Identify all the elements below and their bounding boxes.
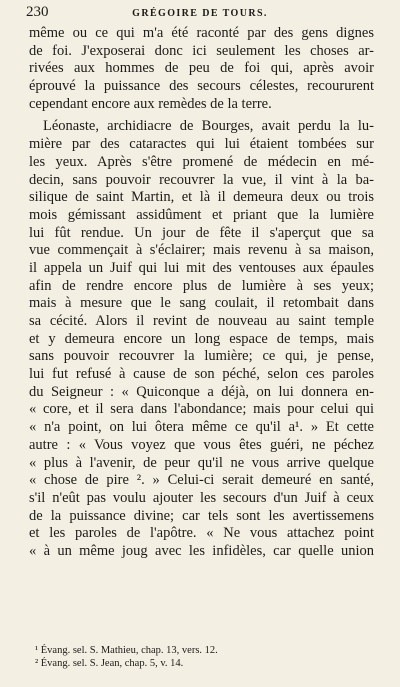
text-line: sa cécité. Alors il revint de nouveau au saint temple	[29, 313, 374, 329]
text-line: mois gémissant assidûment et priant que la lumière	[29, 206, 374, 223]
text-line: sans pouvoir recouvrer la lumière; ce qui, je pense,	[29, 348, 374, 365]
text-line: même ou ce qui m'a été raconté par des gens dignes	[29, 25, 374, 41]
text-line: il appela un Juif qui lui mit des ventouses aux épaules	[29, 259, 374, 276]
text-line: éprouvé la puissance des secours célestes, recoururent	[29, 78, 374, 95]
text-line: et les paroles de l'apôtre. « Ne vous attachez point	[29, 525, 374, 542]
text-line: les yeux. Après s'être promené de médecin en mé-	[29, 153, 374, 170]
text-line: « chose de pire ². » Celui-ci serait demeuré en santé,	[29, 472, 374, 489]
text-line: du Seigneur : « Quiconque a déjà, on lui donnera en-	[29, 383, 374, 400]
text-line: autre : « Vous voyez que vous êtes guéri, ne péchez	[29, 436, 374, 453]
text-line: mais à mesure que le sang coulait, il retombait dans	[29, 295, 374, 312]
text-line: Léonaste, archidiacre de Bourges, avait perdu la lu-	[43, 118, 374, 135]
text-line: s'il n'eût pas voulu ajouter les secours d'un Juif à ceux	[29, 489, 374, 506]
text-line: « plus à l'avenir, de peur qu'il ne vous arrive quelque	[29, 454, 374, 471]
text-line: cependant encore aux remèdes de la terre.	[29, 95, 272, 112]
text-line: lui fût rendue. Un jour de fête il s'aperçut que sa	[29, 224, 374, 241]
text-line: mière par des cataractes qui lui étaient tombées sur	[29, 136, 374, 153]
paragraph-1	[29, 25, 374, 113]
page-number: 230	[26, 4, 49, 20]
text-line: « n'a point, on lui ôtera même ce qu'il a¹. » Et cette	[29, 419, 374, 436]
running-title: GRÉGOIRE DE TOURS.	[132, 8, 268, 19]
text-line: decin, sans pouvoir recouvrer la vue, il vint à la ba-	[29, 171, 374, 188]
paragraph-2	[29, 118, 374, 560]
text-line: de la puissance divine; car tels sont les avertissemens	[29, 507, 374, 524]
text-line: de foi. J'exposerai donc ici seulement les choses ar-	[29, 42, 374, 59]
text-line: rivées aux hommes de peu de foi qui, après avoir	[29, 60, 374, 77]
running-head	[26, 4, 374, 22]
text-line: silique de saint Martin, et là il demeura deux ou trois	[29, 189, 374, 206]
footnote: ² Évang. sel. S. Jean, chap. 5, v. 14.	[35, 658, 184, 669]
footnotes	[35, 644, 375, 670]
body-text	[29, 25, 374, 561]
text-line: « core, et il sera dans l'abondance; mais pour celui qui	[29, 401, 374, 418]
footnote: ¹ Évang. sel. S. Mathieu, chap. 13, vers. 12.	[35, 645, 218, 656]
text-line: vue commençait à s'éclairer; mais revenu à sa maison,	[29, 242, 374, 259]
text-line: et y demeura encore un long espace de temps, mais	[29, 330, 374, 347]
text-line: lui fut refusé à cause de son péché, selon ces paroles	[29, 366, 374, 383]
text-line: afin de rendre encore plus de lumière à ses yeux;	[29, 277, 374, 294]
text-line: « à un même joug avec les infidèles, car quelle union	[29, 542, 374, 559]
